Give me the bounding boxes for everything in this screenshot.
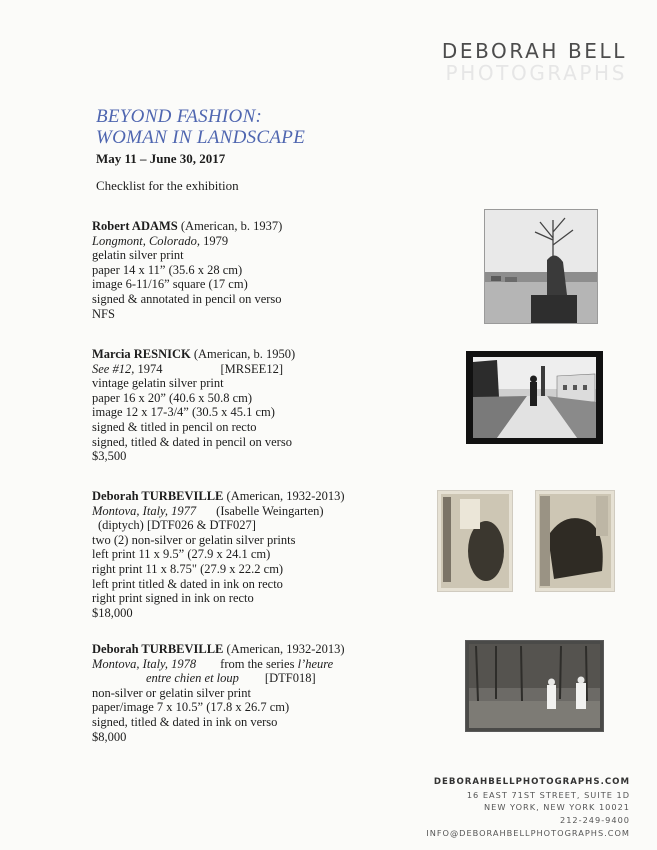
artwork-entry-resnick [92, 347, 295, 464]
photo-adams-longmont [484, 209, 598, 324]
checklist-heading: Checklist for the exhibition [96, 178, 239, 193]
artwork-note: (Isabelle Weingarten) [216, 503, 324, 518]
series-title-cont: entre chien et loup [146, 671, 239, 686]
detail-line: left print 11 x 9.5” (27.9 x 24.1 cm) [92, 547, 271, 562]
detail-line: two (2) non-silver or gelatin silver prints [92, 532, 296, 547]
exhibition-dates: May 11 – June 30, 2017 [96, 151, 226, 166]
artist-name: Deborah TURBEVILLE [92, 489, 224, 503]
photo-turbeville-diptych-right [535, 490, 615, 592]
artwork-entry-turbeville-1978 [92, 642, 345, 744]
artist-nationality: (American, 1932-2013) [223, 489, 345, 503]
artist-nationality: (American, b. 1937) [177, 219, 283, 233]
detail-line: non-silver or gelatin silver print [92, 685, 251, 700]
photo-turbeville-diptych-left [437, 490, 513, 592]
price-line: $3,500 [92, 449, 127, 464]
inventory-code: (diptych) [DTF026 & DTF027] [98, 518, 256, 533]
photo-resnick-see12 [466, 351, 603, 444]
gallery-logo [442, 40, 627, 84]
detail-line: left print titled & dated in ink on recto [92, 576, 283, 591]
logo-line-1: DEBORAH BELL [441, 39, 627, 63]
price-line: $8,000 [92, 729, 127, 744]
artwork-year: 1974 [134, 361, 163, 376]
detail-line: paper 16 x 20” (40.6 x 50.8 cm) [92, 390, 253, 405]
inventory-code: [DTF018] [264, 671, 316, 686]
series-prefix: from the series [220, 656, 298, 671]
artwork-title: Montova, Italy, 1978 [92, 656, 197, 671]
email-link[interactable]: INFO@DEBORAHBELLPHOTOGRAPHS.COM [426, 827, 630, 838]
artwork-entry-turbeville-1977 [92, 489, 345, 620]
price-line: NFS [92, 306, 115, 321]
phone-number: 212-249-9400 [559, 815, 630, 826]
gallery-contact [426, 776, 630, 840]
detail-line: vintage gelatin silver print [92, 376, 224, 391]
artwork-title: See #12, [92, 361, 135, 376]
inventory-code: [MRSEE12] [220, 361, 283, 376]
artist-name: Robert ADAMS [92, 219, 178, 233]
detail-line: paper/image 7 x 10.5” (17.8 x 26.7 cm) [92, 700, 290, 715]
website-link[interactable]: DEBORAHBELLPHOTOGRAPHS.COM [433, 777, 630, 787]
price-line: $18,000 [92, 605, 133, 620]
logo-line-2: PHOTOGRAPHS [445, 61, 627, 85]
artwork-title: Montova, Italy, 1977 [92, 503, 197, 518]
artwork-entry-adams [92, 219, 282, 321]
title-line-1: BEYOND FASHION: [96, 106, 263, 127]
detail-line: paper 14 x 11” (35.6 x 28 cm) [92, 262, 243, 277]
detail-line: gelatin silver print [92, 248, 184, 263]
artwork-title: Longmont, Colorado, [92, 233, 201, 248]
artwork-year: 1979 [200, 233, 229, 248]
photo-turbeville-1978 [465, 640, 604, 732]
detail-line: right print 11 x 8.75" (27.9 x 22.2 cm) [92, 561, 284, 576]
detail-line: image 12 x 17-3/4” (30.5 x 45.1 cm) [92, 405, 275, 420]
series-title: l’heure [297, 656, 334, 671]
detail-line: right print signed in ink on recto [92, 591, 254, 606]
artist-nationality: (American, b. 1950) [190, 347, 296, 361]
artist-name: Deborah TURBEVILLE [92, 642, 224, 656]
detail-line: signed, titled & dated in pencil on verso [92, 434, 292, 449]
address-line-2: NEW YORK, NEW YORK 10021 [484, 802, 630, 813]
detail-line: signed & titled in pencil on recto [92, 419, 257, 434]
detail-line: signed & annotated in pencil on verso [92, 291, 282, 306]
exhibition-title [96, 106, 305, 148]
detail-line: signed, titled & dated in ink on verso [92, 714, 278, 729]
title-line-2: WOMAN IN LANDSCAPE [96, 127, 306, 148]
address-line-1: 16 EAST 71ST STREET, SUITE 1D [466, 789, 630, 800]
detail-line: image 6-11/16” square (17 cm) [92, 277, 248, 292]
artist-nationality: (American, 1932-2013) [223, 642, 345, 656]
artist-name: Marcia RESNICK [92, 347, 191, 361]
